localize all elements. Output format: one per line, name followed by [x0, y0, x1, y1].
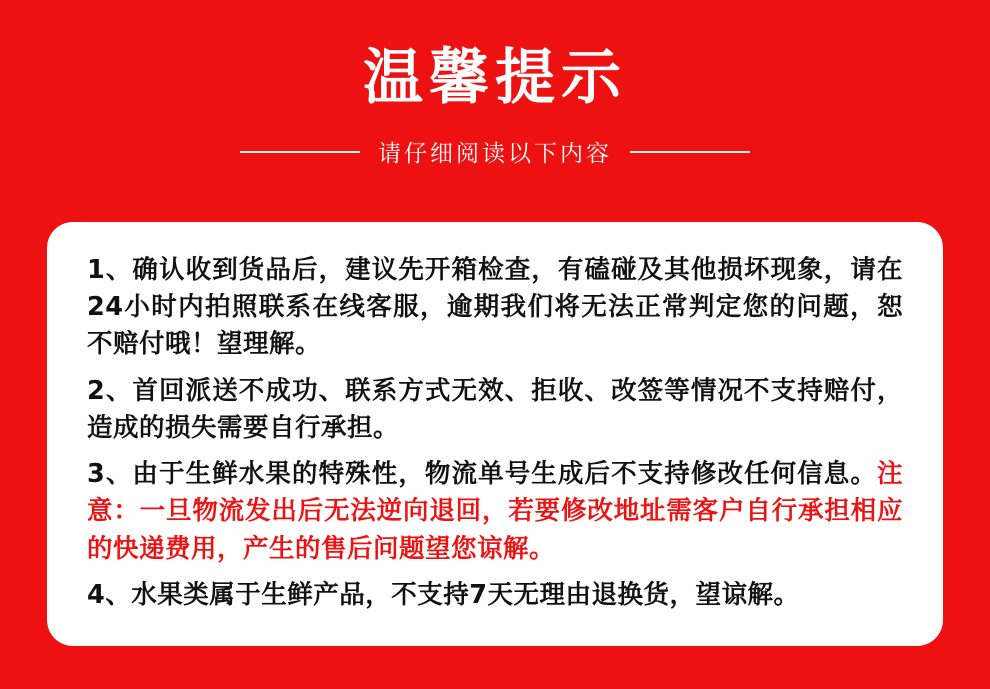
list-item-lead: 3、由于生鲜水果的特殊性，物流单号生成后不支持修改任何信息。	[87, 459, 877, 490]
poster-header	[0, 0, 990, 168]
divider-right	[630, 151, 750, 153]
divider-left	[240, 151, 360, 153]
list-item-highlight: 注意：一旦物流发出后无法逆向退回，若要修改地址需客户自行承担相应的快递费用，产生的售后问题望您谅解。	[87, 459, 903, 564]
list-item	[87, 456, 903, 568]
page-subtitle: 请仔细阅读以下内容	[378, 141, 612, 167]
notice-card	[47, 222, 943, 646]
list-item: 4、水果类属于生鲜产品，不支持7天无理由退换货，望谅解。	[87, 579, 800, 610]
list-item: 1、确认收到货品后，建议先开箱检查，有磕碰及其他损坏现象，请在24小时内拍照联系在线客服，逾期我们将无法正常判定您的问题，恕不赔付哦！望理解。	[87, 255, 903, 360]
list-item: 2、首回派送不成功、联系方式无效、拒收、改签等情况不支持赔付，造成的损失需要自行承担。	[87, 375, 903, 443]
page-title: 温馨提示	[363, 43, 627, 113]
subtitle-row	[0, 135, 990, 168]
